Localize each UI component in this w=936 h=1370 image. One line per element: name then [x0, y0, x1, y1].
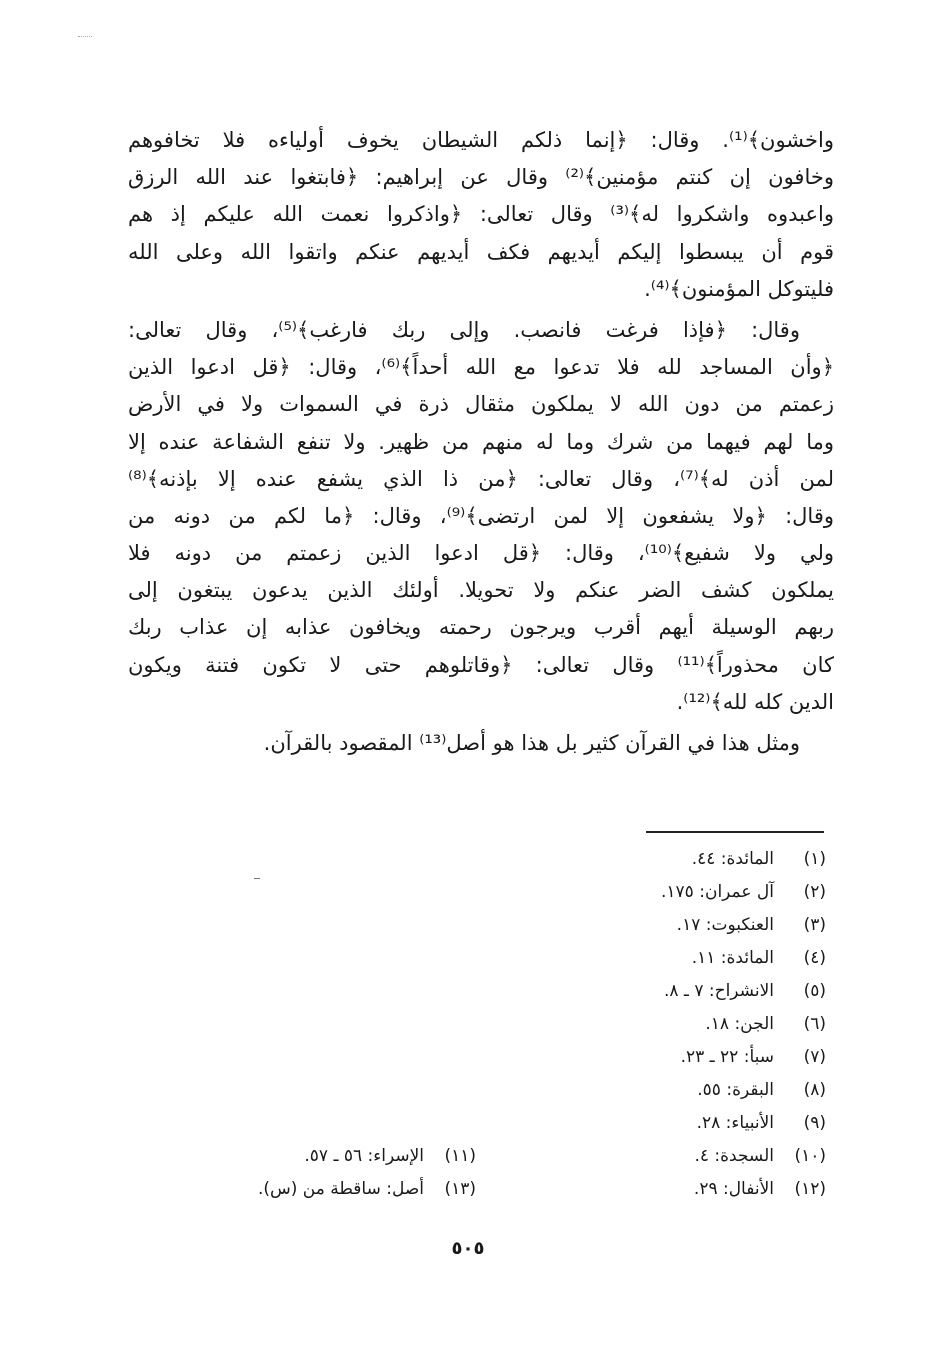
footnote-number: (٥): [803, 981, 826, 1001]
scan-speck: [254, 878, 260, 879]
footnote-text: الجن: ١٨.: [705, 1014, 774, 1034]
footnote-text: المائدة: ٤٤.: [691, 849, 774, 869]
text-line: فليتوكل المؤمنون﴾⁽⁴⁾.: [644, 276, 834, 301]
footnote-text: البقرة: ٥٥.: [697, 1080, 774, 1100]
footnote-number: (١٢): [794, 1179, 826, 1199]
footnote-text: الانشراح: ٧ ـ ٨.: [663, 981, 774, 1001]
text-line: وقال: ﴿ولا يشفعون إلا لمن ارتضى﴾⁽⁹⁾، وقال: ﴿ما لكم من دونه من: [128, 503, 834, 528]
footnote-text: آل عمران: ١٧٥.: [661, 882, 774, 902]
footnote: [466, 879, 826, 912]
text-line: وقال: ﴿فإذا فرغت فانصب. وإلى ربك فارغب﴾⁽⁵⁾، وقال تعالى:: [128, 317, 800, 342]
footnote-number: (١٠): [794, 1146, 826, 1166]
footnote-text: سبأ: ٢٢ ـ ٢٣.: [680, 1047, 774, 1067]
footnote: [466, 1176, 826, 1209]
page-number: ٥٠٥: [451, 1238, 485, 1259]
footnotes-right-column: [466, 846, 826, 1209]
footnote-text: الإسراء: ٥٦ ـ ٥٧.: [304, 1146, 424, 1166]
footnote-number: (٤): [803, 948, 826, 968]
text-line: يملكون كشف الضر عنكم ولا تحويلا. أولئك الذين يدعون يبتغون إلى: [128, 578, 834, 603]
footnote: [466, 945, 826, 978]
text-line: واعبدوه واشكروا له﴾⁽³⁾ وقال تعالى: ﴿واذكروا نعمت الله عليكم إذ هم: [128, 202, 834, 227]
footnote-number: (٩): [803, 1113, 826, 1133]
text-line: لمن أذن له﴾⁽⁷⁾، وقال تعالى: ﴿من ذا الذي يشفع عنده إلا بإذنه﴾⁽⁸⁾: [128, 466, 834, 491]
text-line: ﴿وأن المساجد لله فلا تدعوا مع الله أحداً﴾⁽⁶⁾، وقال: ﴿قل ادعوا الذين: [128, 355, 834, 380]
footnote-number: (١٣): [444, 1179, 476, 1199]
text-line: قوم أن يبسطوا إليكم أيديهم فكف أيديهم عنكم واتقوا الله وعلى الله: [128, 239, 834, 264]
footnote: [216, 1143, 476, 1176]
footnote: [216, 1176, 476, 1209]
text-line: وخافون إن كنتم مؤمنين﴾⁽²⁾ وقال عن إبراهيم: ﴿فابتغوا عند الله الرزق: [128, 165, 834, 190]
footnote-number: (٣): [803, 915, 826, 935]
footnote: [466, 1143, 826, 1176]
footnote-text: أصل: ساقطة من (س).: [257, 1179, 424, 1199]
footnote-number: (٨): [803, 1080, 826, 1100]
footnote: [466, 1110, 826, 1143]
footnote-number: (١١): [444, 1146, 476, 1166]
footnote-number: (١): [803, 849, 826, 869]
text-line: واخشون﴾⁽¹⁾. وقال: ﴿إنما ذلكم الشيطان يخوف أولياءه فلا تخافوهم: [128, 128, 834, 152]
footnote-number: (٦): [803, 1014, 826, 1034]
footnote-separator: [646, 831, 824, 833]
footnotes-left-column: [216, 1143, 476, 1209]
footnote: [466, 978, 826, 1011]
text-line: ومثل هذا في القرآن كثير بل هذا هو أصل⁽¹³⁾ المقصود بالقرآن.: [263, 731, 800, 755]
text-line: ولي ولا شفيع﴾⁽¹⁰⁾، وقال: ﴿قل ادعوا الذين زعمتم من دونه فلا: [128, 541, 834, 566]
footnote-text: الأنبياء: ٢٨.: [696, 1113, 774, 1133]
footnote-number: (٧): [803, 1047, 826, 1067]
text-line: وما لهم فيهما من شرك وما له منهم من ظهير. ولا تنفع الشفاعة عنده إلا: [128, 429, 834, 454]
footnote: [466, 846, 826, 879]
scan-mark: [78, 36, 92, 39]
footnote-text: المائدة: ١١.: [691, 948, 774, 968]
footnote-number: (٢): [803, 882, 826, 902]
footnote: [466, 1011, 826, 1044]
text-line: الدين كله لله﴾⁽¹²⁾.: [676, 689, 834, 714]
text-line: كان محذوراً﴾⁽¹¹⁾ وقال تعالى: ﴿وقاتلوهم حتى لا تكون فتنة ويكون: [128, 652, 834, 677]
main-text: [128, 122, 834, 762]
footnote-text: السجدة: ٤.: [694, 1146, 774, 1166]
footnote-text: الأنفال: ٢٩.: [693, 1179, 774, 1199]
text-line: زعمتم من دون الله لا يملكون مثقال ذرة في السموات ولا في الأرض: [128, 392, 834, 417]
footnote: [466, 912, 826, 945]
footnote: [466, 1044, 826, 1077]
footnote-text: العنكبوت: ١٧.: [676, 915, 774, 935]
footnote: [466, 1077, 826, 1110]
text-line: ربهم الوسيلة أيهم أقرب ويرجون رحمته ويخافون عذابه إن عذاب ربك: [128, 615, 834, 640]
